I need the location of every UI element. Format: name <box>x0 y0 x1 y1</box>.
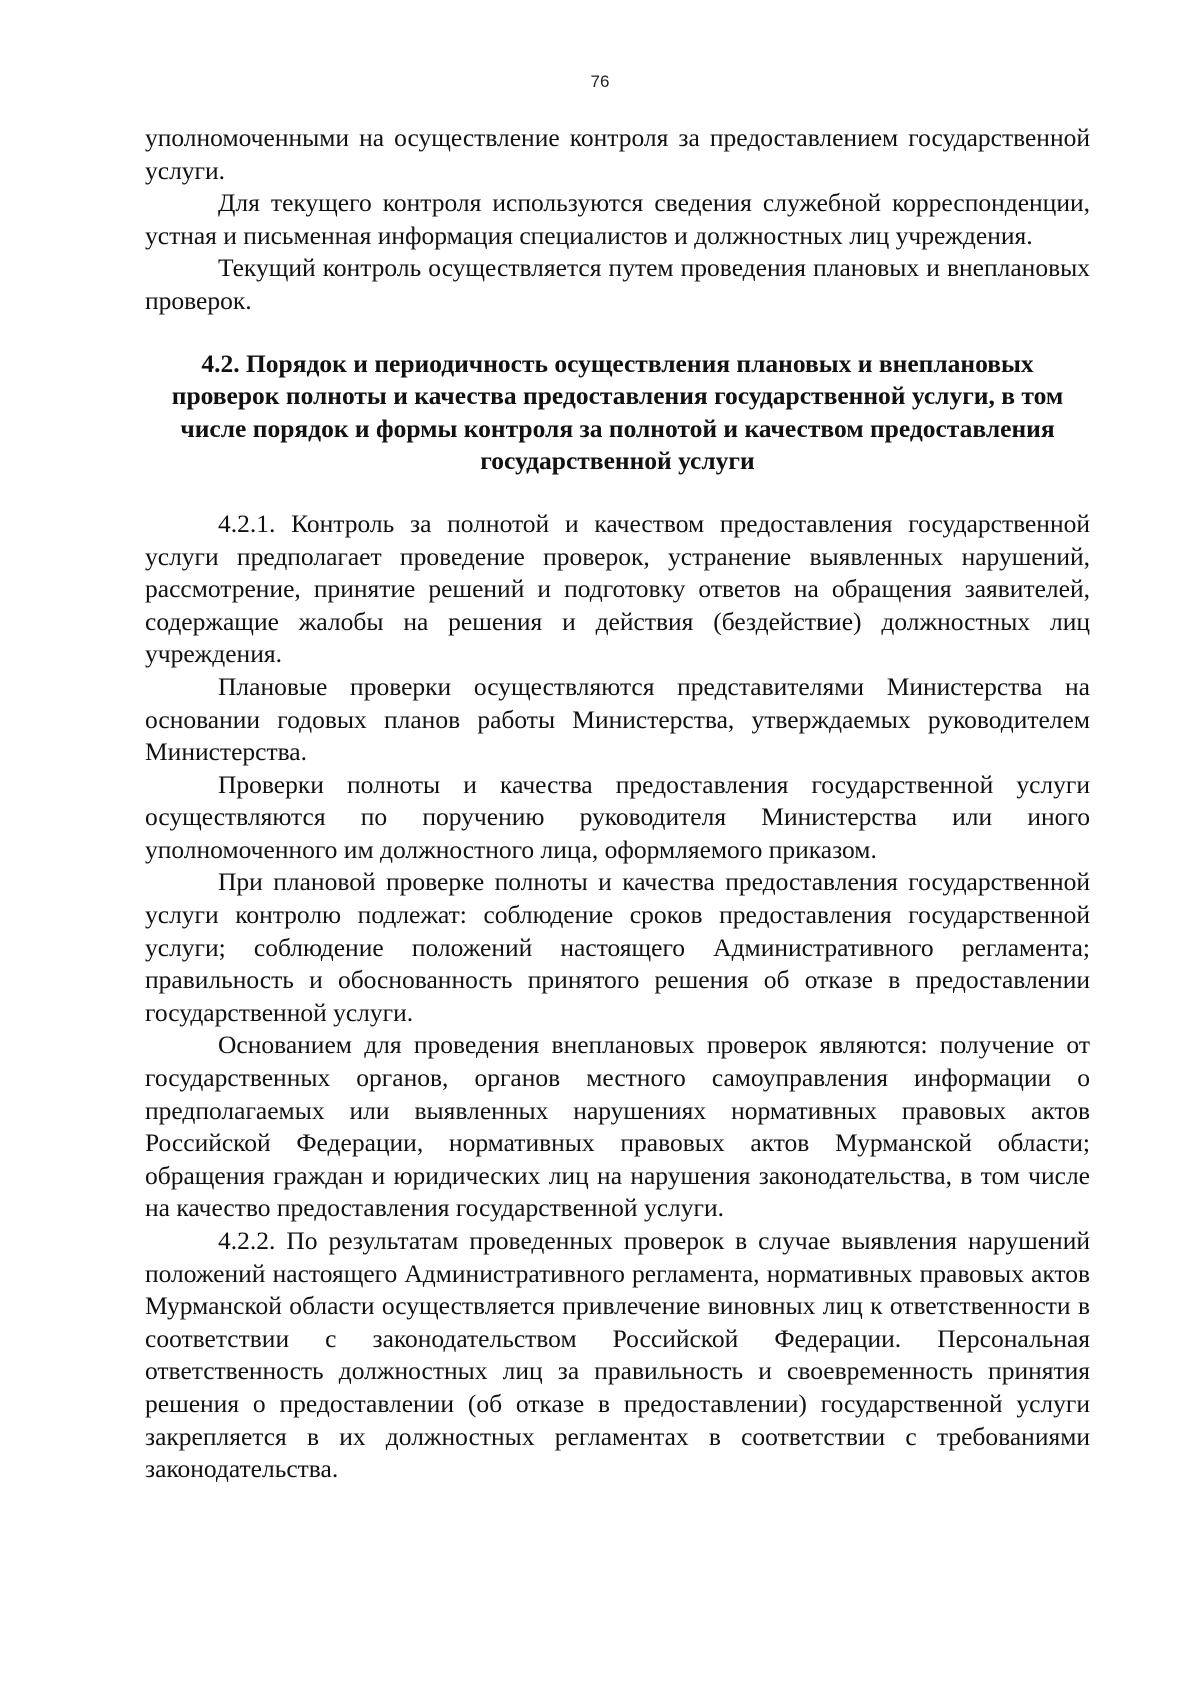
paragraph-continuation: уполномоченными на осуществление контроля за предоставлением государственной услуги. <box>145 123 1090 185</box>
paragraph-current-control-sources: Для текущего контроля используются сведения служебной корреспонденции, устная и письменная информация специалистов и должностных лиц учреждения. <box>145 188 1090 250</box>
page-number: 76 <box>590 72 610 91</box>
paragraph-checks-by-order: Проверки полноты и качества предоставления государственной услуги осуществляются по поручению руководителя Министерства или иного уполномоченного им должностного лица, оформляемого приказом. <box>145 769 1090 864</box>
document-body <box>145 122 1090 1486</box>
paragraph-unplanned-check-grounds: Основанием для проведения внеплановых проверок являются: получение от государственных органов, органов местного самоуправления информации о предполагаемых или выявленных нарушениях нормативных правовых актов Российской Федерации, нормативных правовых актов Мурманской области; обращения граждан и юридических лиц на нарушения законодательства, в том числе на качество предоставления государственной услуги. <box>145 1030 1090 1223</box>
paragraph-planned-check-scope: При плановой проверке полноты и качества предоставления государственной услуги контролю подлежат: соблюдение сроков предоставления государственной услуги; соблюдение положений настоящего Административного регламента; правильность и обоснованность принятого решения об отказе в предоставлении государственной услуги. <box>145 867 1090 1027</box>
section-heading-4-2: 4.2. Порядок и периодичность осуществления плановых и внеплановых проверок полноты и качества предоставления государственной услуги, в том числе порядок и формы контроля за полнотой и качеством предоставления государственной услуги <box>171 348 1064 476</box>
paragraph-current-control-method: Текущий контроль осуществляется путем проведения плановых и внеплановых проверок. <box>145 253 1090 315</box>
paragraph-planned-checks: Плановые проверки осуществляются представителями Министерства на основании годовых планов работы Министерства, утверждаемых руководителем Министерства. <box>145 671 1090 767</box>
paragraph-4-2-1: 4.2.1. Контроль за полнотой и качеством предоставления государственной услуги предполагает проведение проверок, устранение выявленных нарушений, рассмотрение, принятие решений и подготовку ответов на обращения заявителей, содержащие жалобы на решения и действия (бездействие) должностных лиц учреждения. <box>145 508 1090 669</box>
paragraph-4-2-2: 4.2.2. По результатам проведенных проверок в случае выявления нарушений положений настоящего Административного регламента, нормативных правовых актов Мурманской области осуществляется привлечение виновных лиц к ответственности в соответствии с законодательством Российской Федерации. Персональная ответственность должностных лиц за правильность и своевременность принятия решения о предоставлении (об отказе в предоставлении) государственной услуги закрепляется в их должностных регламентах в соответствии с требованиями законодательства. <box>145 1226 1090 1484</box>
